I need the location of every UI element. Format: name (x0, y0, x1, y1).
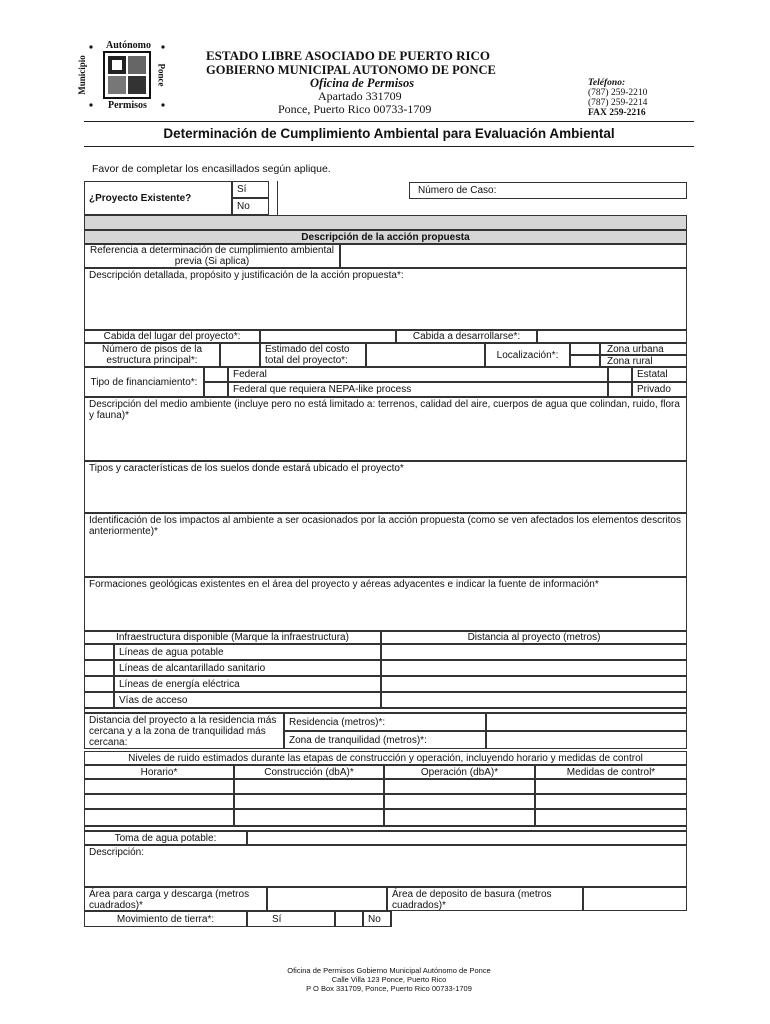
header-line-3: Oficina de Permisos (310, 76, 415, 90)
ruido-col-medidas: Medidas de control* (535, 765, 687, 779)
page-title: Determinación de Cumplimiento Ambiental para Evaluación Ambiental (163, 126, 615, 141)
impactos-field[interactable]: Identificación de los impactos al ambiente a ser ocasionados por la acción propuesta (como se ven afectados los elementos descritos anteriormente)* (84, 513, 687, 577)
infra-checkbox-2[interactable] (84, 660, 114, 676)
referencia-input[interactable] (340, 244, 687, 268)
ruido-cell[interactable] (234, 794, 384, 809)
area-basura-input[interactable] (583, 887, 687, 911)
area-basura-label: Área de deposito de basura (metros cuadrados)* (387, 887, 583, 911)
infra-distance-1[interactable] (381, 644, 687, 660)
cabida-lugar-label: Cabida del lugar del proyecto*: (84, 330, 260, 343)
toma-agua-label: Toma de agua potable: (84, 831, 247, 845)
header-line-1: ESTADO LIBRE ASOCIADO DE PUERTO RICO (206, 48, 491, 63)
zona-urbana-checkbox[interactable] (570, 343, 600, 355)
infra-checkbox-1[interactable] (84, 644, 114, 660)
federal-checkbox[interactable] (204, 367, 228, 382)
ruido-cell[interactable] (84, 809, 234, 826)
movimiento-tierra-label: Movimiento de tierra*: (84, 911, 247, 927)
shaded-separator (84, 215, 687, 230)
privado-label: Privado (632, 382, 687, 397)
cabida-desarrollarse-label: Cabida a desarrollarse*: (396, 330, 537, 343)
residencia-label: Residencia (metros)*: (284, 713, 486, 731)
ruido-cell[interactable] (234, 779, 384, 794)
estimado-costo-label: Estimado del costo total del proyecto*: (260, 343, 366, 367)
ruido-cell[interactable] (84, 779, 234, 794)
phone-2: (787) 259-2214 (588, 98, 648, 108)
instruction-text: Favor de completar los encasillados según aplique. (92, 163, 331, 175)
federal-label: Federal (228, 367, 608, 382)
infra-checkbox-3[interactable] (84, 676, 114, 692)
descripcion-detallada-field[interactable]: Descripción detallada, propósito y justificación de la acción propuesta*: (84, 268, 687, 330)
movimiento-no-checkbox[interactable] (391, 911, 400, 927)
footer-line-3: P O Box 331709, Ponce, Puerto Rico 00733-1709 (306, 984, 472, 993)
distancia-proyecto-header: Distancia al proyecto (metros) (381, 631, 687, 644)
phone-label: Teléfono: (588, 78, 626, 88)
footer-line-2: Calle Villa 123 Ponce, Puerto Rico (331, 975, 447, 984)
federal-nepa-checkbox[interactable] (204, 382, 228, 397)
movimiento-si-label: Sí (247, 911, 335, 927)
residencia-input[interactable] (486, 713, 687, 731)
descripcion-accion-header: Descripción de la acción propuesta (84, 230, 687, 244)
distancia-residencia-label: Distancia del proyecto a la residencia más cercana y a la zona de tranquilidad más cercana: (84, 713, 284, 749)
zona-urbana-label: Zona urbana (600, 343, 687, 355)
ruido-col-horario: Horario* (84, 765, 234, 779)
suelos-field[interactable]: Tipos y características de los suelos donde estará ubicado el proyecto* (84, 461, 687, 513)
ruido-cell[interactable] (384, 779, 535, 794)
ruido-cell[interactable] (384, 809, 535, 826)
privado-checkbox[interactable] (608, 382, 632, 397)
infra-checkbox-4[interactable] (84, 692, 114, 708)
ruido-cell[interactable] (84, 794, 234, 809)
infra-item-2: Líneas de alcantarillado sanitario (114, 660, 381, 676)
header-rule-bottom (84, 146, 694, 147)
municipal-seal (76, 40, 170, 112)
estimado-costo-input[interactable] (366, 343, 485, 367)
zona-tranquilidad-label: Zona de tranquilidad (metros)*: (284, 731, 486, 749)
seal-top-text: Autónomo (106, 40, 152, 51)
header-line-4: Apartado 331709 (318, 89, 402, 103)
zona-rural-label: Zona rural (600, 355, 687, 367)
proyecto-existente-label: ¿Proyecto Existente? (84, 181, 232, 215)
zona-rural-checkbox[interactable] (570, 355, 600, 367)
header-rule-top (84, 121, 694, 122)
numero-pisos-input[interactable] (220, 343, 260, 367)
numero-caso-field[interactable]: Número de Caso: (409, 182, 687, 199)
ruido-col-construccion: Construcción (dbA)* (234, 765, 384, 779)
area-carga-input[interactable] (267, 887, 387, 911)
estatal-checkbox[interactable] (608, 367, 632, 382)
environmental-form (84, 181, 687, 928)
header-line-5: Ponce, Puerto Rico 00733-1709 (278, 102, 432, 116)
estatal-label: Estatal (632, 367, 687, 382)
area-carga-label: Área para carga y descarga (metros cuadrados)* (84, 887, 267, 911)
descripcion-field[interactable]: Descripción: (84, 845, 687, 887)
seal-left-text: Municipio (76, 55, 87, 95)
infra-distance-2[interactable] (381, 660, 687, 676)
toma-agua-input[interactable] (247, 831, 687, 845)
ruido-cell[interactable] (384, 794, 535, 809)
movimiento-si-checkbox[interactable] (335, 911, 363, 927)
ruido-cell[interactable] (535, 779, 687, 794)
phone-1: (787) 259-2210 (588, 88, 648, 98)
infra-item-3: Líneas de energía eléctrica (114, 676, 381, 692)
infra-item-1: Líneas de agua potable (114, 644, 381, 660)
zona-tranquilidad-input[interactable] (486, 731, 687, 749)
proyecto-no-label: No (232, 198, 269, 215)
numero-pisos-label: Número de pisos de la estructura principal*: (84, 343, 220, 367)
ruido-header: Niveles de ruido estimados durante las etapas de construcción y operación, incluyendo horario y medidas de control (84, 751, 687, 765)
infra-distance-3[interactable] (381, 676, 687, 692)
medio-ambiente-field[interactable]: Descripción del medio ambiente (incluye pero no está limitado a: terrenos, calidad del aire, cuerpos de agua que colindan, ruido, flora y fauna)* (84, 397, 687, 461)
fax-number: FAX 259-2216 (588, 108, 646, 118)
infraestructura-header: Infraestructura disponible (Marque la infraestructura) (84, 631, 381, 644)
seal-bottom-text: Permisos (108, 100, 147, 111)
cabida-desarrollarse-input[interactable] (537, 330, 687, 343)
footer-line-1: Oficina de Permisos Gobierno Municipal Autónomo de Ponce (287, 966, 491, 975)
header-line-2: GOBIERNO MUNICIPAL AUTONOMO DE PONCE (206, 63, 496, 77)
seal-right-text: Ponce (156, 63, 167, 87)
tipo-financiamiento-label: Tipo de financiamiento*: (84, 367, 204, 397)
proyecto-si-label: Sí (232, 181, 269, 198)
ruido-cell[interactable] (535, 794, 687, 809)
movimiento-no-label: No (363, 911, 391, 927)
formaciones-field[interactable]: Formaciones geológicas existentes en el área del proyecto y aéreas adyacentes e indicar la fuente de información* (84, 577, 687, 631)
ruido-col-operacion: Operación (dbA)* (384, 765, 535, 779)
referencia-label: Referencia a determinación de cumplimiento ambiental previa (Si aplica) (84, 244, 340, 268)
localizacion-label: Localización*: (485, 343, 570, 367)
cabida-lugar-input[interactable] (260, 330, 396, 343)
infra-distance-4[interactable] (381, 692, 687, 708)
ruido-cell[interactable] (234, 809, 384, 826)
infra-item-4: Vías de acceso (114, 692, 381, 708)
federal-nepa-label: Federal que requiera NEPA-like process (228, 382, 608, 397)
ruido-cell[interactable] (535, 809, 687, 826)
